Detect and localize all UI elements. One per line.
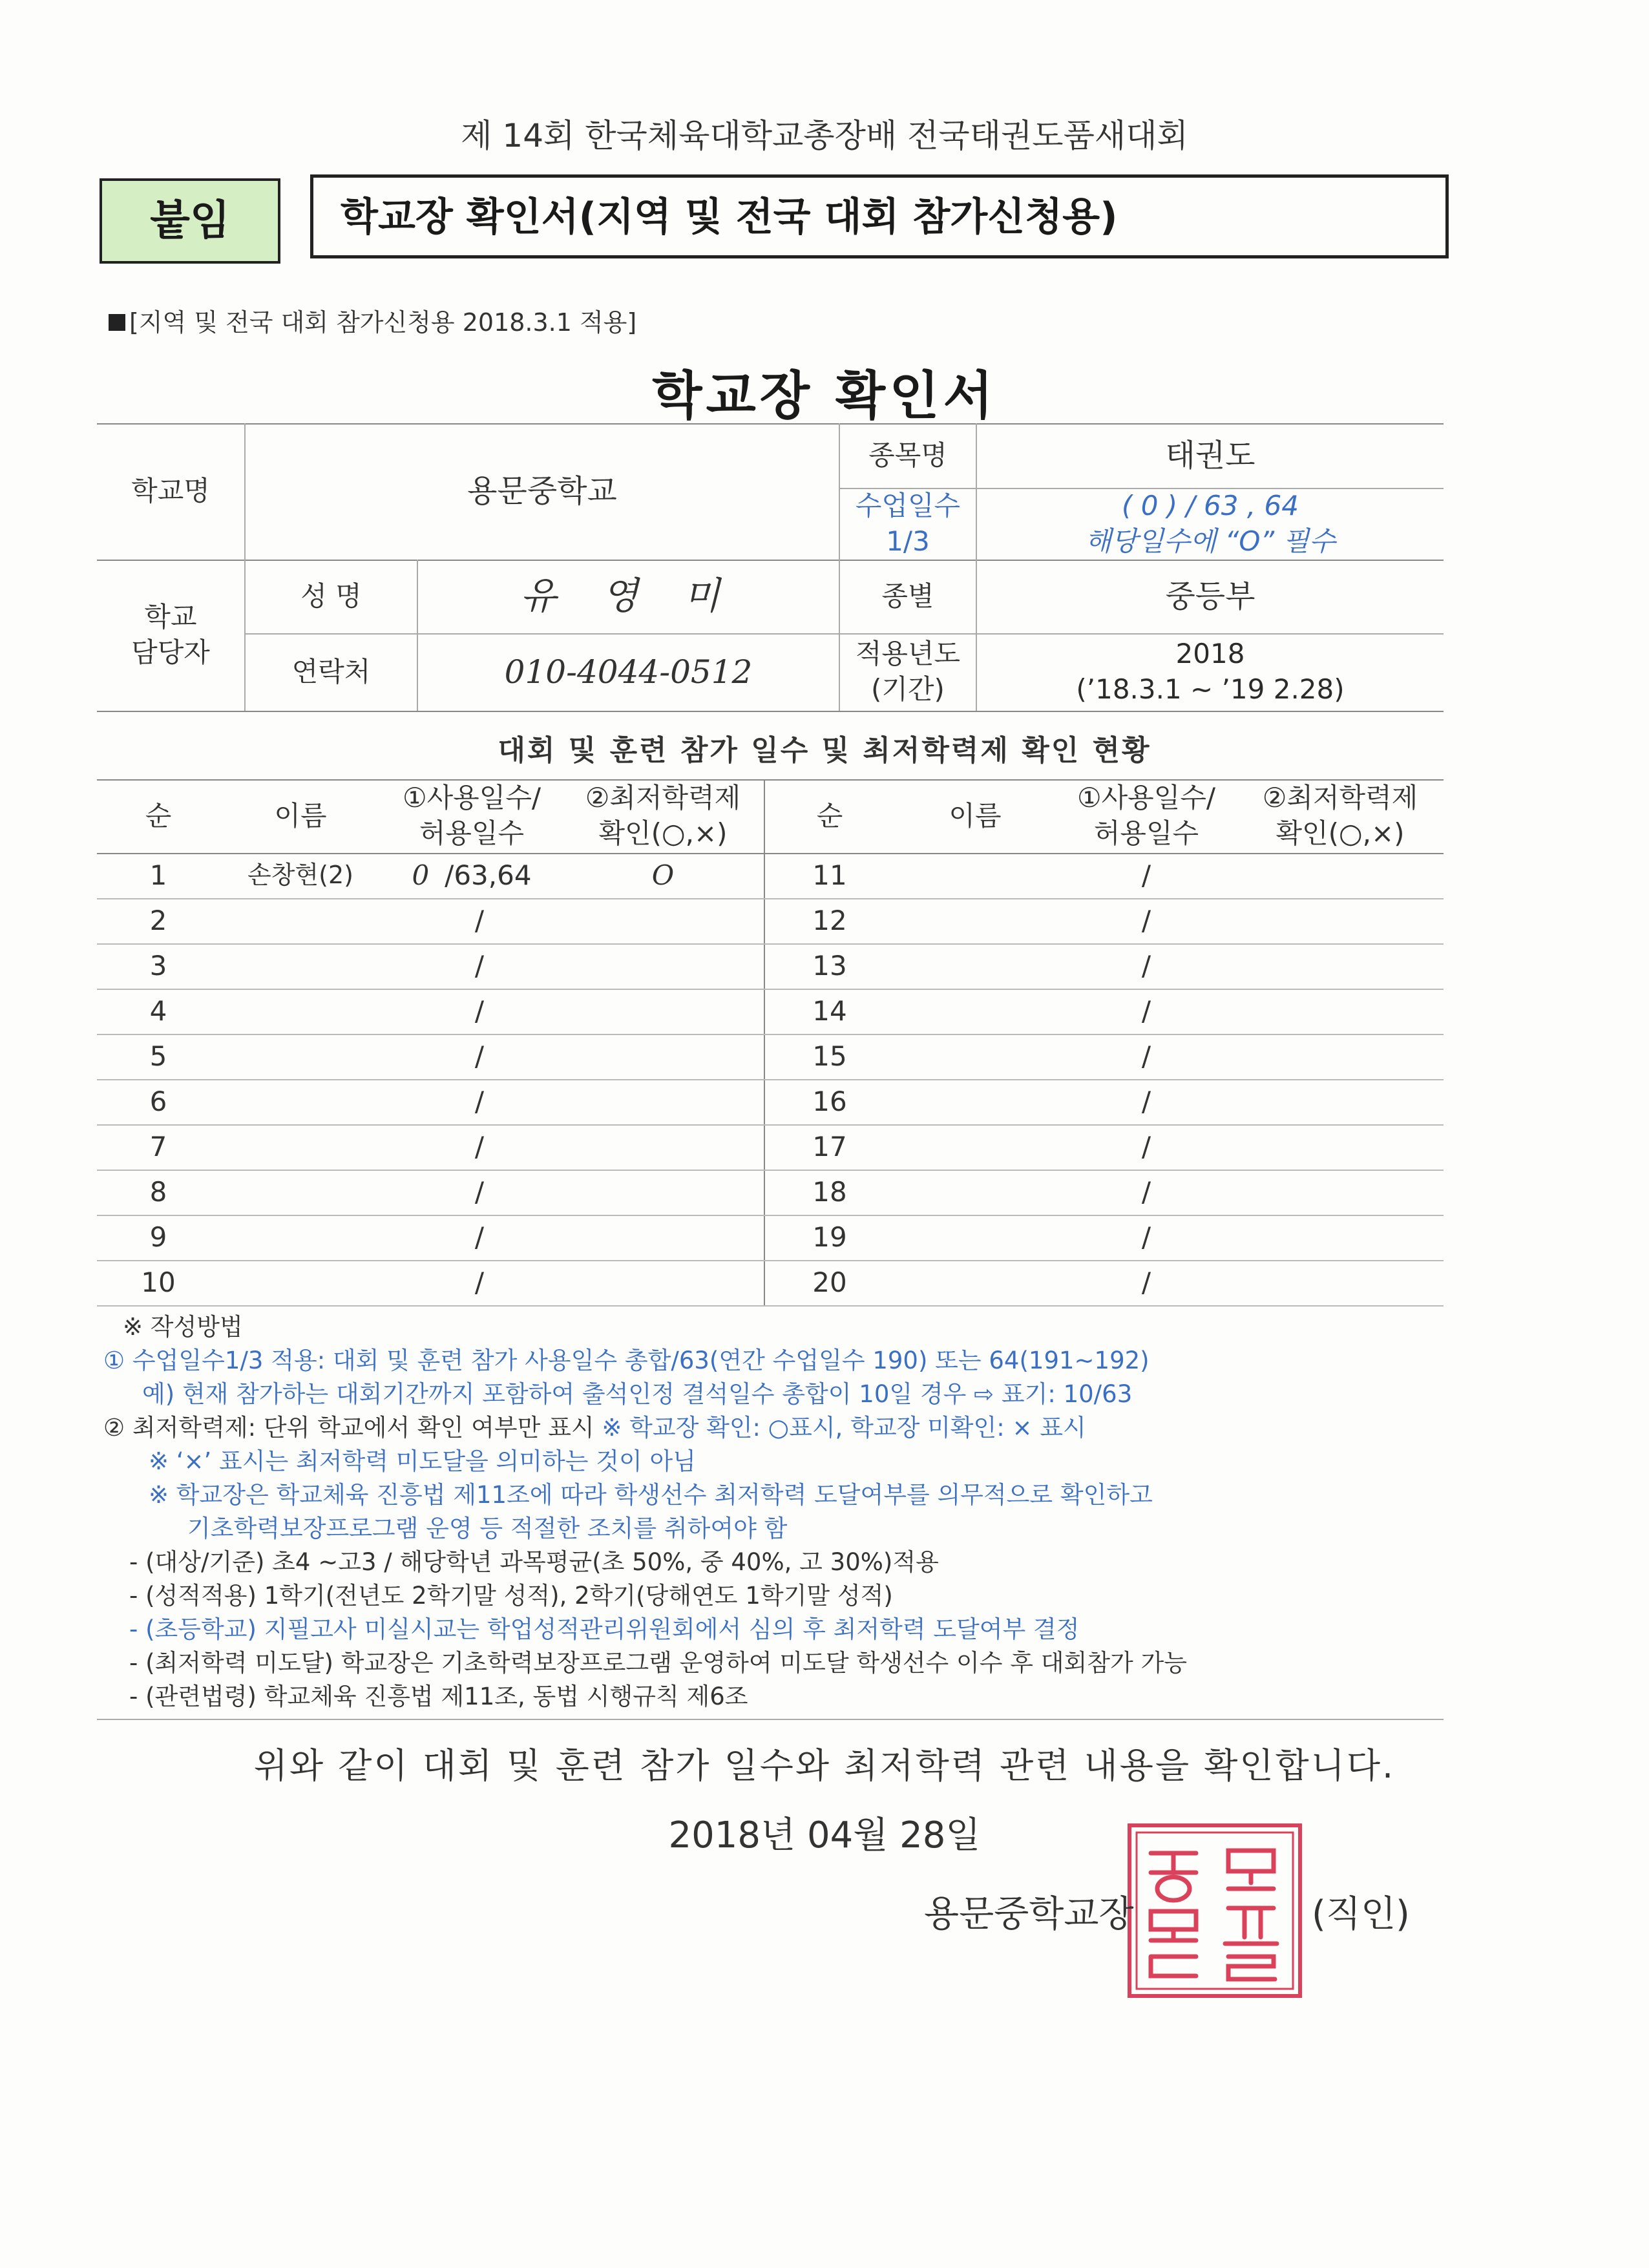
- applied-note: [109, 302, 636, 338]
- row-check: [1237, 1260, 1444, 1305]
- row-allowed-days: /: [474, 1266, 485, 1298]
- row-name: [894, 898, 1056, 943]
- row-number: 6: [149, 1085, 167, 1117]
- name-value: 유 영 미: [520, 574, 737, 618]
- note-line: - (초등학교) 지필고사 미실시교는 학업성적관리위원회에서 심의 후 최저학력 도달여부 결정: [129, 1615, 1080, 1643]
- row-days: [381, 1124, 562, 1170]
- row-name: [894, 943, 1056, 989]
- row-number: 3: [149, 949, 167, 982]
- class-days-label: [840, 488, 976, 560]
- confirmation-text: 위와 같이 대회 및 훈련 참가 일수와 최저학력 관련 내용을 확인합니다.: [253, 1745, 1396, 1786]
- instructions: [103, 1310, 1577, 1714]
- row-days: /: [1141, 904, 1151, 936]
- row-name: [220, 943, 381, 989]
- row-number: 10: [141, 1266, 176, 1298]
- header-days-right: [1056, 779, 1237, 853]
- row-check: [562, 989, 764, 1034]
- year-label-line1: 적용년도: [855, 638, 961, 670]
- row-name: [894, 1260, 1056, 1305]
- row-allowed-days: /: [474, 1130, 485, 1162]
- note-line: ※ 학교장은 학교체육 진흥법 제11조에 따라 학생선수 최저학력 도달여부를 의무적으로 확인하고: [149, 1481, 1153, 1509]
- row-number: 19: [812, 1221, 847, 1253]
- row-name: [220, 1260, 381, 1305]
- school-label: 학교명: [131, 475, 210, 507]
- header-check-line2: 확인(○,×): [598, 817, 728, 849]
- header-check-line1: ②최저학력제: [1262, 782, 1418, 814]
- row-check: [562, 1079, 764, 1124]
- row-name: [894, 853, 1056, 898]
- row-name: [220, 1079, 381, 1124]
- row-name: [220, 1124, 381, 1170]
- row-name: [894, 1170, 1056, 1215]
- row-check: [1237, 1034, 1444, 1079]
- row-name: [894, 1124, 1056, 1170]
- row-name: [220, 1215, 381, 1260]
- row-check: O: [651, 859, 675, 891]
- note-line: - (대상/기준) 초4 ~고3 / 해당학년 과목평균(초 50%, 중 40%, 고 30%)적용: [129, 1548, 939, 1576]
- header-check-right: [1237, 779, 1444, 853]
- row-number: 17: [812, 1130, 847, 1162]
- header-check-line1: ②최저학력제: [585, 782, 741, 814]
- header-days-line2: 허용일수: [1093, 817, 1199, 849]
- name-label: 성 명: [300, 580, 362, 612]
- row-days: /: [1141, 994, 1151, 1027]
- row-name: [894, 1215, 1056, 1260]
- row-name: [220, 898, 381, 943]
- row-days: [381, 1079, 562, 1124]
- note-line: 예) 현재 참가하는 대회기간까지 포함하여 출석인정 결석일수 총합이 10일 경우 ⇨ 표기: 10/63: [142, 1380, 1133, 1408]
- section-title: 대회 및 훈련 참가 일수 및 최저학력제 확인 현황: [498, 734, 1151, 767]
- confirmation-date: 2018년 04월 28일: [668, 1814, 981, 1856]
- seal-icon: [1131, 1827, 1298, 1994]
- row-name: [220, 1034, 381, 1079]
- row-allowed-days: /: [474, 1085, 485, 1117]
- row-number: 4: [149, 994, 167, 1027]
- header-days-line1: ①사용일수/: [1077, 782, 1216, 814]
- row-allowed-days: /: [474, 1175, 485, 1208]
- row-number: 20: [812, 1266, 847, 1298]
- row-days: /: [1141, 1221, 1151, 1253]
- row-used-days: 0: [412, 859, 430, 891]
- row-check: [1237, 898, 1444, 943]
- row-name: [220, 989, 381, 1034]
- row-number: 16: [812, 1085, 847, 1117]
- event-title: 제 14회 한국체육대학교총장배 전국태권도품새대회: [461, 117, 1188, 154]
- header-check: [562, 779, 764, 853]
- square-bullet-icon: [109, 314, 125, 331]
- header-name-right: 이름: [949, 799, 1002, 832]
- row-check: [562, 1034, 764, 1079]
- row-name: [894, 1079, 1056, 1124]
- official-seal-stamp: [1128, 1823, 1302, 1998]
- row-check: [1237, 853, 1444, 898]
- division-label: 종별: [881, 580, 934, 612]
- row-allowed-days: /: [474, 949, 485, 982]
- row-number: 12: [812, 904, 847, 936]
- row-allowed-days: /: [474, 1221, 485, 1253]
- header-no: 순: [145, 799, 172, 832]
- class-days-label-line2: 1/3: [886, 525, 930, 557]
- sport-label: 종목명: [868, 439, 947, 471]
- row-number: 11: [812, 859, 847, 891]
- row-check: [1237, 1215, 1444, 1260]
- main-title: 학교장 확인서: [652, 366, 997, 426]
- row-days: /: [1141, 949, 1151, 982]
- row-number: 8: [149, 1175, 167, 1208]
- row-name: [894, 989, 1056, 1034]
- note-text: ② 최저학력제: 단위 학교에서 확인 여부만 표시: [103, 1414, 602, 1442]
- form-title: 학교장 확인서(지역 및 전국 대회 참가신청용): [310, 174, 1449, 258]
- header-name: 이름: [274, 799, 327, 832]
- header-days: [381, 779, 562, 853]
- row-number: 15: [812, 1040, 847, 1072]
- note-line: - (관련법령) 학교체육 진흥법 제11조, 동법 시행규칙 제6조: [129, 1683, 748, 1710]
- row-check: [1237, 1170, 1444, 1215]
- row-days: /: [1141, 1266, 1151, 1298]
- class-days-hint: 해당일수에 “O” 필수: [1085, 525, 1336, 557]
- row-days: [381, 853, 562, 898]
- attachment-label: 붙임: [100, 178, 280, 264]
- row-check: [562, 898, 764, 943]
- row-number: 9: [149, 1221, 167, 1253]
- row-check: [562, 1215, 764, 1260]
- header-days-line1: ①사용일수/: [402, 782, 541, 814]
- row-number: 5: [149, 1040, 167, 1072]
- year-value-line2: (’18.3.1 ~ ’19 2.28): [1076, 673, 1345, 705]
- row-check: [1237, 989, 1444, 1034]
- row-number: 13: [812, 949, 847, 982]
- row-days: /: [1141, 1040, 1151, 1072]
- row-days: [381, 1170, 562, 1215]
- row-number: 1: [149, 859, 167, 891]
- contact-label: 연락처: [291, 655, 371, 688]
- principal-name: 용문중학교장: [924, 1893, 1134, 1935]
- row-number: 18: [812, 1175, 847, 1208]
- applied-note-text: [지역 및 전국 대회 참가신청용 2018.3.1 적용]: [129, 308, 637, 337]
- row-days: /: [1141, 1085, 1151, 1117]
- row-check: [1237, 1079, 1444, 1124]
- row-days: [381, 943, 562, 989]
- note-line: [103, 1411, 1577, 1445]
- year-value-line1: 2018: [1175, 638, 1245, 670]
- row-days: [381, 989, 562, 1034]
- row-days: /: [1141, 1130, 1151, 1162]
- class-days-ratio: ( 0 ) / 63 , 64: [1122, 489, 1299, 521]
- note-line: - (최저학력 미도달) 학교장은 기초학력보장프로그램 운영하여 미도달 학생선수 이수 후 대회참가 가능: [129, 1649, 1188, 1677]
- row-number: 14: [812, 994, 847, 1027]
- row-allowed-days: /: [474, 1040, 485, 1072]
- row-number: 2: [149, 904, 167, 936]
- row-days: [381, 1260, 562, 1305]
- staff-label-line1: 학교: [144, 601, 197, 633]
- header-no-right: 순: [816, 799, 843, 832]
- row-name: [894, 1034, 1056, 1079]
- note-line: ① 수업일수1/3 적용: 대회 및 훈련 참가 사용일수 총합/63(연간 수업일수 190) 또는 64(191~192): [103, 1347, 1150, 1374]
- staff-label-line2: 담당자: [131, 636, 210, 668]
- row-check: [562, 943, 764, 989]
- row-check: [562, 1260, 764, 1305]
- year-value: [977, 633, 1444, 711]
- seal-label: (직인): [1312, 1893, 1410, 1935]
- year-label-line2: (기간): [871, 673, 945, 705]
- divider: [97, 711, 1444, 712]
- class-days-label-line1: 수업일수: [855, 489, 961, 521]
- row-allowed-days: /: [474, 904, 485, 936]
- note-line: ※ ‘×’ 표시는 최저학력 미도달을 의미하는 것이 아님: [149, 1447, 696, 1475]
- row-check: [1237, 1124, 1444, 1170]
- row-allowed-days: /63,64: [445, 859, 532, 891]
- row-days: [381, 898, 562, 943]
- row-days: [381, 1215, 562, 1260]
- year-label: [840, 633, 976, 711]
- row-allowed-days: /: [474, 994, 485, 1027]
- note-text: ※ 학교장 확인: ○표시, 학교장 미확인: × 표시: [602, 1414, 1086, 1442]
- division-value: 중등부: [1165, 578, 1255, 614]
- class-days-value: [977, 488, 1444, 560]
- row-check: [562, 1170, 764, 1215]
- row-days: /: [1141, 859, 1151, 891]
- divider: [97, 1719, 1444, 1720]
- row-check: [1237, 943, 1444, 989]
- header-days-line2: 허용일수: [419, 817, 525, 849]
- staff-label: [97, 560, 244, 711]
- row-name: 손창현(2): [247, 861, 353, 890]
- note-line: 기초학력보장프로그램 운영 등 적절한 조치를 취하여야 함: [187, 1515, 788, 1542]
- row-check: [562, 1124, 764, 1170]
- contact-value: 010-4044-0512: [504, 653, 753, 691]
- school-value: 용문중학교: [467, 473, 617, 510]
- notes-heading: ※ 작성방법: [123, 1313, 243, 1341]
- row-number: 7: [149, 1130, 167, 1162]
- row-divider: [97, 1305, 1444, 1307]
- sport-value: 태권도: [1165, 437, 1255, 474]
- header-check-line2: 확인(○,×): [1276, 817, 1405, 849]
- row-days: /: [1141, 1175, 1151, 1208]
- row-name: [220, 1170, 381, 1215]
- note-line: - (성적적용) 1학기(전년도 2학기말 성적), 2학기(당해연도 1학기말 성적): [129, 1582, 893, 1610]
- row-days: [381, 1034, 562, 1079]
